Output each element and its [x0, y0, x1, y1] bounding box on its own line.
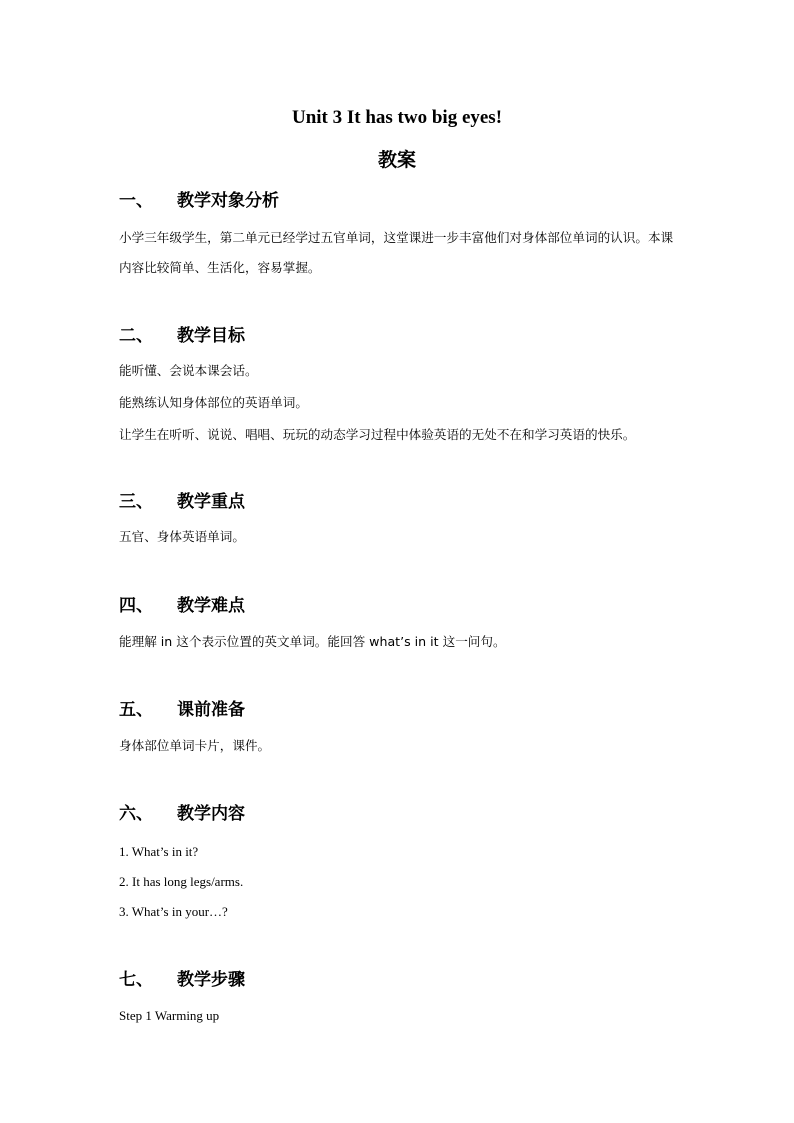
section-paragraph: 小学三年级学生，第二单元已经学过五官单词，这堂课进一步丰富他们对身体部位单词的认识。本课内容比较简单、生活化，容易掌握。: [119, 230, 674, 275]
section-title: 教学内容: [177, 804, 245, 824]
section-line: 能熟练认知身体部位的英语单词。: [119, 395, 308, 410]
section-heading-1: [119, 190, 279, 212]
section-number: 一、: [119, 191, 153, 211]
section-number: 三、: [119, 492, 153, 512]
section-heading-7: [119, 969, 245, 991]
section-title: 教学步骤: [177, 970, 245, 990]
section-title: 课前准备: [177, 700, 245, 720]
section-heading-6: [119, 803, 245, 825]
section-title: 教学目标: [177, 326, 245, 346]
section-heading-4: [119, 595, 245, 617]
section-line: 1. What’s in it?: [119, 844, 199, 859]
section-number: 七、: [119, 970, 153, 990]
section-number: 四、: [119, 596, 153, 616]
section-line: 2. It has long legs/arms.: [119, 874, 244, 889]
section-line: 能理解 in 这个表示位置的英文单词。能回答 what’s in it 这一问句。: [119, 634, 506, 649]
section-line: 身体部位单词卡片，课件。: [119, 738, 271, 753]
section-title: 教学对象分析: [177, 191, 279, 211]
section-line: Step 1 Warming up: [119, 1008, 220, 1023]
section-line: 让学生在听听、说说、唱唱、玩玩的动态学习过程中体验英语的无处不在和学习英语的快乐。: [119, 427, 636, 442]
section-heading-5: [119, 699, 245, 721]
section-title: 教学难点: [177, 596, 245, 616]
section-number: 六、: [119, 804, 153, 824]
section-line: 五官、身体英语单词。: [119, 529, 245, 544]
section-line: 3. What’s in your…?: [119, 904, 228, 919]
section-number: 五、: [119, 700, 153, 720]
document-subtitle: 教案: [377, 149, 416, 171]
section-title: 教学重点: [177, 492, 245, 512]
section-number: 二、: [119, 326, 153, 346]
document-title: Unit 3 It has two big eyes!: [291, 107, 503, 128]
section-heading-2: [119, 325, 245, 347]
section-line: 能听懂、会说本课会话。: [119, 363, 258, 378]
section-heading-3: [119, 491, 245, 513]
